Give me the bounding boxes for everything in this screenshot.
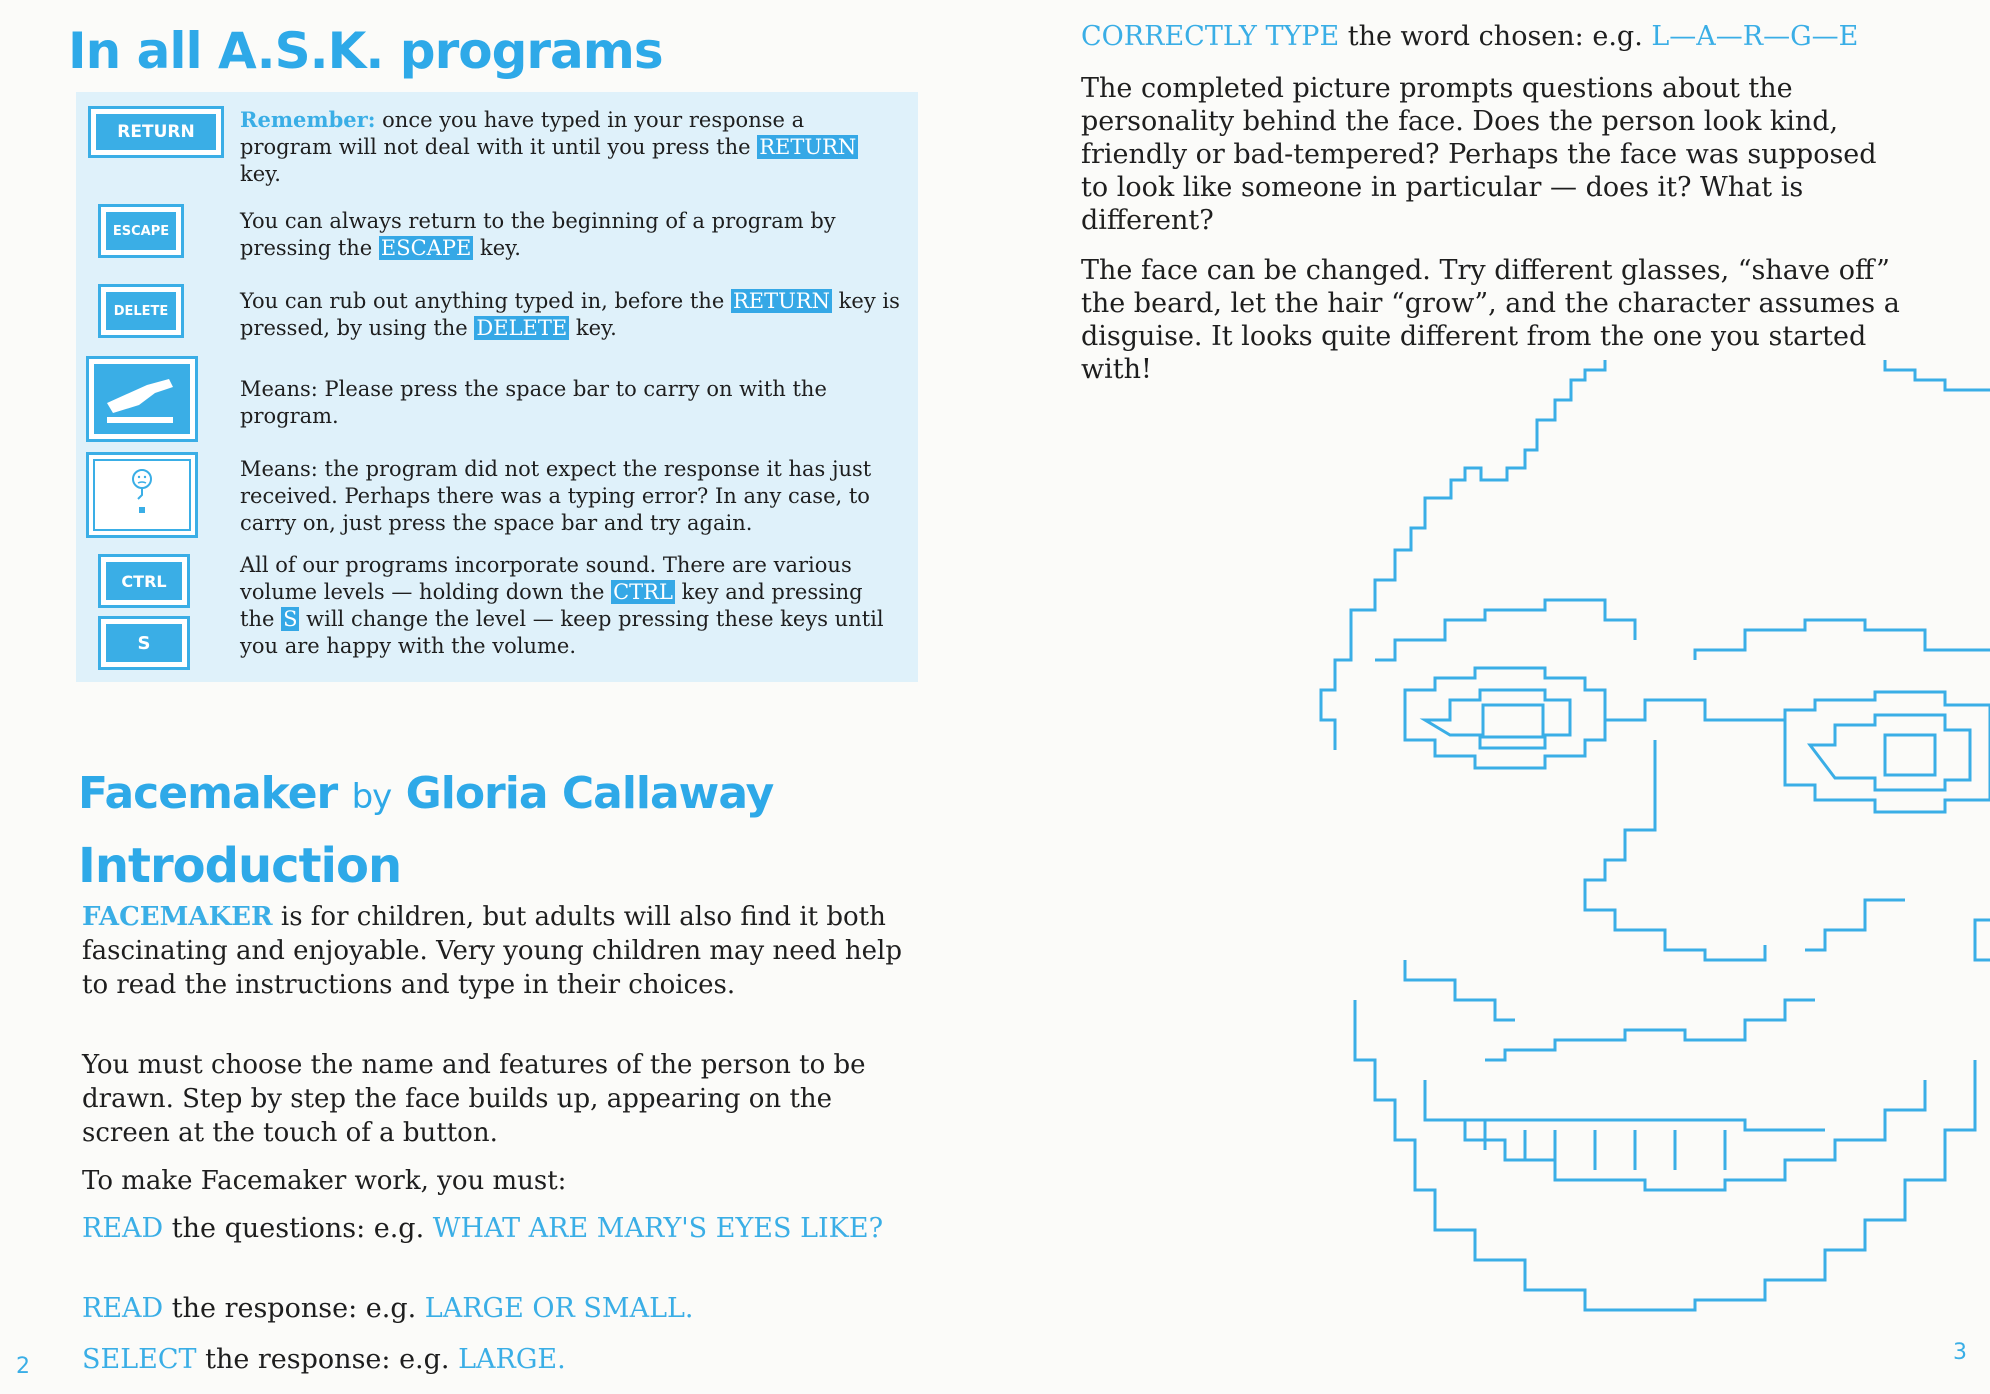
- step-read-response: READ the response: e.g. LARGE OR SMALL.: [82, 1293, 694, 1324]
- confused-face-icon: [86, 452, 198, 538]
- s-key-icon: S: [98, 616, 190, 670]
- personality-paragraph: The completed picture prompts questions about the personality behind the face. Does the person look kind, friendly or bad-tempered? Perhaps the face was supposed to look like someone in particular — does it? What is different?: [1081, 73, 1877, 236]
- intro-paragraph: FACEMAKER is for children, but adults will also find it both fascinating and enjoyable. Very young children may need help to read the instructions and type in their choices.: [82, 902, 903, 1000]
- pixel-face-illustration: [1225, 360, 1990, 1360]
- ask-keys-panel: [76, 92, 918, 682]
- page-number-right: 3: [1953, 1340, 1967, 1365]
- ask-programs-title: In all A.S.K. programs: [68, 22, 663, 80]
- space-bar-description: Means: Please press the space bar to carry on with the program.: [240, 377, 827, 428]
- facemaker-title: Facemaker by Gloria Callaway: [78, 768, 774, 819]
- choose-paragraph: You must choose the name and features of the person to be drawn. Step by step the face builds up, appearing on the screen at the touch of a button.: [82, 1050, 866, 1148]
- delete-description: You can rub out anything typed in, before the RETURN key is pressed, by using the DELETE key.: [240, 289, 900, 340]
- return-key-icon: RETURN: [88, 106, 224, 158]
- delete-key-icon: DELETE: [98, 284, 184, 338]
- right-page: [995, 0, 1990, 1394]
- space-bar-hand-icon: [86, 356, 198, 442]
- unexpected-response-description: Means: the program did not expect the response it has just received. Perhaps there was a typing error? In any case, to carry on, just press the space bar and try again.: [240, 457, 872, 535]
- escape-key-icon: ESCAPE: [98, 204, 184, 258]
- sound-description: All of our programs incorporate sound. There are various volume levels — holding down the CTRL key and pressing the S will change the level — keep pressing these keys until you are happy with the volume.: [240, 553, 884, 658]
- face-change-paragraph: The face can be changed. Try different glasses, “shave off” the beard, let the hair “grow”, and the character assumes a disguise. It looks quite different from the one you started with!: [1081, 255, 1900, 385]
- ctrl-key-icon: CTRL: [98, 554, 190, 608]
- make-work-paragraph: To make Facemaker work, you must:: [82, 1166, 567, 1196]
- step-read-questions: READ the questions: e.g. WHAT ARE MARY'S EYES LIKE?: [82, 1213, 884, 1244]
- introduction-title: Introduction: [78, 838, 402, 894]
- escape-description: You can always return to the beginning of a program by pressing the ESCAPE key.: [240, 209, 836, 260]
- step-type-word: CORRECTLY TYPE the word chosen: e.g. L—A—R—G—E: [1081, 21, 1859, 52]
- step-select-response: SELECT the response: e.g. LARGE.: [82, 1344, 566, 1375]
- return-description: Remember: once you have typed in your response a program will not deal with it until you press the RETURN key.: [240, 107, 857, 186]
- page-number-left: 2: [16, 1354, 30, 1379]
